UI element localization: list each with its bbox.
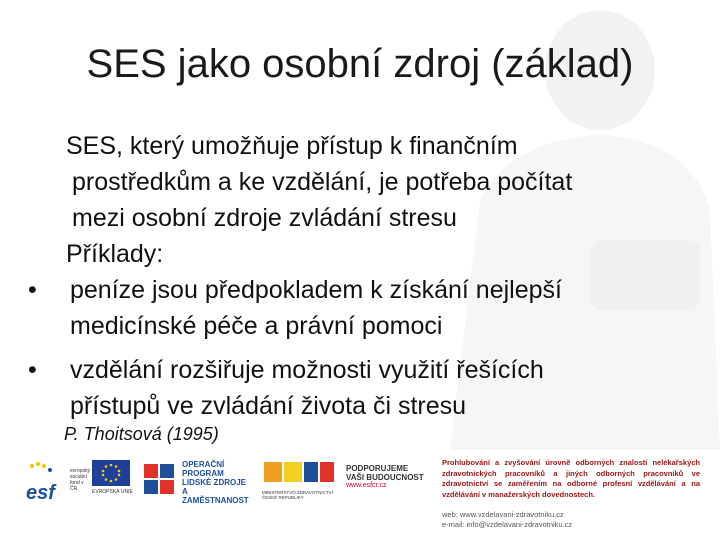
support-link[interactable]: www.esfcr.cz xyxy=(346,482,387,489)
ministry-icon xyxy=(262,458,336,486)
contact-info xyxy=(442,510,702,530)
email-link[interactable]: e-mail: info@vzdelavani-zdravotniku.cz xyxy=(442,520,573,529)
eu-caption: EVROPSKÁ UNIE xyxy=(92,489,133,495)
op-lzz-text: OPERAČNÍ PROGRAM LIDSKÉ ZDROJE A ZAMĚSTNANOST xyxy=(182,460,249,505)
support-slogan xyxy=(346,464,426,489)
intro-paragraph xyxy=(66,128,686,272)
support-line: PODPORUJEME xyxy=(346,464,409,473)
esf-stars-icon xyxy=(24,460,64,484)
esf-logo-text: esf xyxy=(26,482,55,504)
intro-line: mezi osobní zdroje zvládání stresu xyxy=(72,204,457,232)
intro-line: SES, který umožňuje přístup k finančním xyxy=(66,132,518,160)
eu-flag-icon xyxy=(92,460,130,486)
op-lzz-logo xyxy=(142,458,252,505)
footer-logos xyxy=(0,452,720,540)
esf-caption: evropský sociální fond v ČR xyxy=(70,468,91,492)
bullet-icon: • xyxy=(28,276,37,304)
bullet-icon: • xyxy=(28,356,37,384)
esf-logo xyxy=(22,460,91,504)
bullet-line: peníze jsou předpokladem k získání nejlepší xyxy=(70,276,562,304)
support-line: VAŠI BUDOUCNOST xyxy=(346,473,424,482)
citation: P. Thoitsová (1995) xyxy=(64,424,219,444)
ministry-caption: MINISTERSTVO ZDRAVOTNICTVÍ ČESKÉ REPUBLIKY xyxy=(262,490,333,500)
web-link[interactable]: web: www.vzdelavani-zdravotniku.cz xyxy=(442,510,564,519)
ministry-logo xyxy=(262,458,336,502)
bullet-line: medicínské péče a právní pomoci xyxy=(70,312,443,340)
op-lzz-icon xyxy=(142,462,178,498)
bullet-line: přístupů ve zvládání života či stresu xyxy=(70,392,467,420)
bullet-line: vzdělání rozšiřuje možnosti využití řešících xyxy=(70,356,544,384)
intro-line: prostředkům a ke vzdělání, je potřeba počítat xyxy=(72,168,573,196)
project-description: Prohlubování a zvyšování úrovně odborných znalostí nelékařských zdravotnických pracovníků a jiných odborných pracovníků ve zdravotnictví se zaměřením na odborné profesní vzdělávání a na vzdělávání v manažerských dovednostech. xyxy=(442,458,700,499)
slide-title: SES jako osobní zdroj (základ) xyxy=(86,42,634,86)
examples-label: Příklady: xyxy=(66,240,164,268)
